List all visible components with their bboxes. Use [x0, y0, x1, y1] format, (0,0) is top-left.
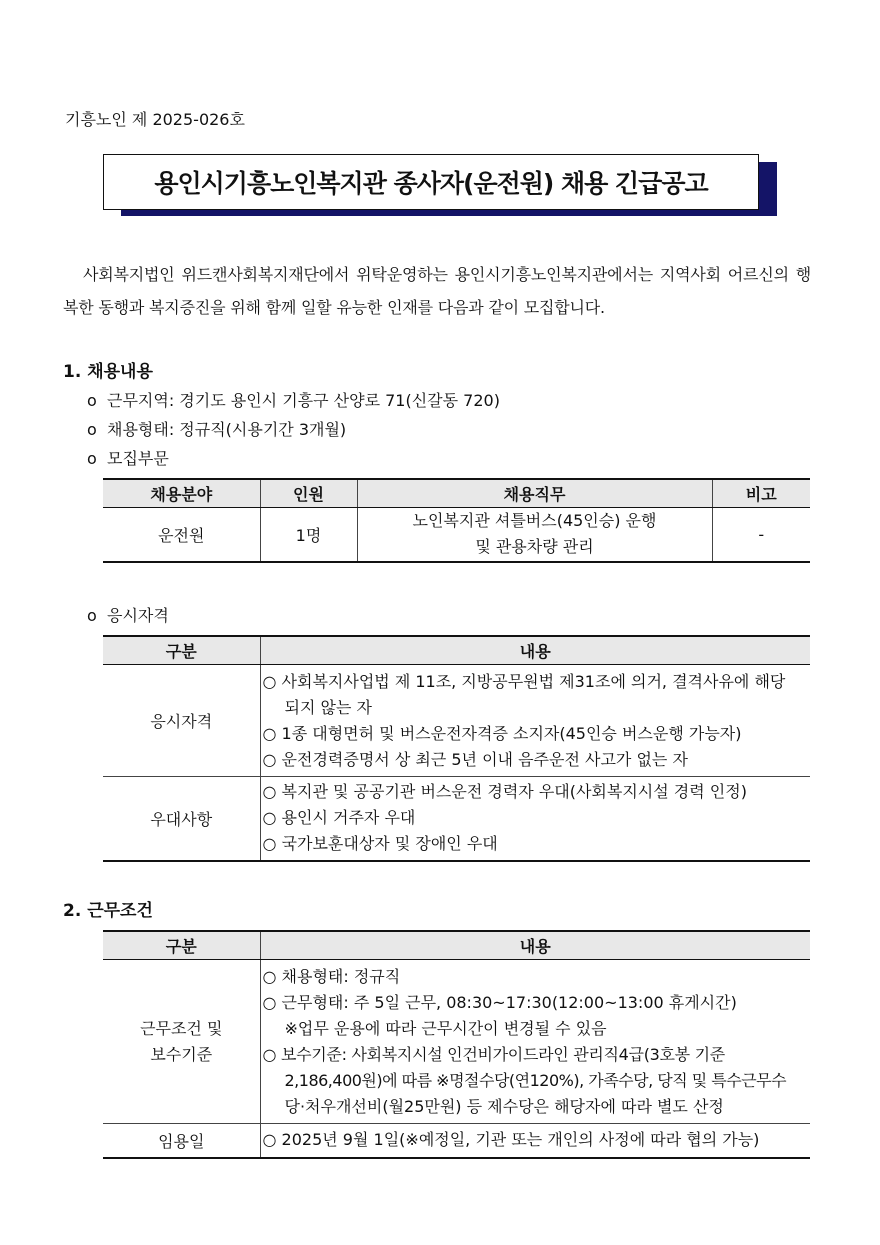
header-note: 비고: [712, 479, 810, 508]
bullet-text: 모집부문: [107, 449, 169, 468]
header-field: 채용분야: [103, 479, 260, 508]
qualification-table: [103, 635, 810, 862]
qualification-content: [260, 665, 810, 777]
row-label-conditions: [103, 960, 260, 1124]
content-line: ○ 용인시 거주자 우대: [262, 808, 416, 828]
content-line: ○ 1종 대형면허 및 버스운전자격증 소지자(45인승 버스운행 가능자): [262, 723, 742, 743]
recruit-table: [103, 478, 810, 563]
bullet-mark: o: [87, 391, 97, 410]
content-line: ○ 보수기준: 사회복지시설 인건비가이드라인 관리직4급(3호봉 기준: [262, 1044, 725, 1064]
content-line: ○ 근무형태: 주 5일 근무, 08:30~17:30(12:00~13:00 휴게시간): [262, 992, 737, 1012]
content-line: 2,186,400원)에 따름 ※명절수당(연120%), 가족수당, 당직 및 특수근무수: [284, 1070, 787, 1090]
label-line: 근무조건 및: [140, 1018, 223, 1038]
preference-content: [260, 777, 810, 861]
intro-paragraph: 사회복지법인 위드캔사회복지재단에서 위탁운영하는 용인시기흥노인복지관에서는 지역사회 어르신의 행복한 동행과 복지증진을 위해 함께 일할 유능한 인재를 다음과 같이 모집합니다.: [63, 265, 811, 317]
section1-heading: 1. 채용내용: [63, 362, 153, 382]
header-category: 구분: [103, 931, 260, 960]
content-line: ○ 복지관 및 공공기관 버스운전 경력자 우대(사회복지시설 경력 인정): [262, 782, 747, 802]
section2-heading: 2. 근무조건: [63, 901, 153, 921]
duty-line: 노인복지관 셔틀버스(45인승) 운행: [412, 511, 657, 531]
bullet-text: 채용형태: 정규직(시용기간 3개월): [107, 420, 347, 439]
content-line: ※업무 운용에 따라 근무시간이 변경될 수 있음: [284, 1018, 607, 1038]
content-line: ○ 국가보훈대상자 및 장애인 우대: [262, 834, 498, 854]
header-count: 인원: [260, 479, 357, 508]
conditions-content: [260, 960, 810, 1124]
cell-note: -: [712, 508, 810, 562]
start-date-content: [260, 1124, 810, 1158]
bullet-qualification: [87, 603, 169, 626]
header-content: 내용: [260, 931, 810, 960]
row-label-preference: 우대사항: [103, 777, 260, 861]
bullet-work-location: [87, 388, 500, 411]
document-number: 기흥노인 제 2025-026호: [65, 110, 245, 129]
content-line: ○ 채용형태: 정규직: [262, 966, 401, 986]
page-title: 용인시기흥노인복지관 종사자(운전원) 채용 긴급공고: [103, 154, 759, 210]
duty-line: 및 관용차량 관리: [475, 537, 594, 557]
row-label-start-date: 임용일: [103, 1124, 260, 1158]
bullet-text: 근무지역: 경기도 용인시 기흥구 산양로 71(신갈동 720): [107, 391, 500, 410]
bullet-mark: o: [87, 420, 97, 439]
title-banner: [103, 154, 759, 210]
content-line: 당·처우개선비(월25만원) 등 제수당은 해당자에 따라 별도 산정: [284, 1096, 724, 1116]
bullet-recruit-category: [87, 446, 169, 469]
row-label-qualification: 응시자격: [103, 665, 260, 777]
bullet-text: 응시자격: [107, 606, 169, 625]
header-content: 내용: [260, 636, 810, 665]
content-line: ○ 운전경력증명서 상 최근 5년 이내 음주운전 사고가 없는 자: [262, 749, 688, 769]
content-line: ○ 2025년 9월 1일(※예정일, 기관 또는 개인의 사정에 따라 협의 가능): [262, 1130, 760, 1150]
cell-count: 1명: [260, 508, 357, 562]
header-duty: 채용직무: [357, 479, 712, 508]
bullet-mark: o: [87, 606, 97, 625]
bullet-mark: o: [87, 449, 97, 468]
work-conditions-table: [103, 930, 810, 1159]
cell-duty: [357, 508, 712, 562]
label-line: 보수기준: [150, 1044, 213, 1064]
content-line: 되지 않는 자: [284, 697, 372, 717]
cell-field: 운전원: [103, 508, 260, 562]
content-line: ○ 사회복지사업법 제 11조, 지방공무원법 제31조에 의거, 결격사유에 해당: [262, 671, 786, 691]
header-category: 구분: [103, 636, 260, 665]
bullet-employment-type: [87, 417, 346, 440]
